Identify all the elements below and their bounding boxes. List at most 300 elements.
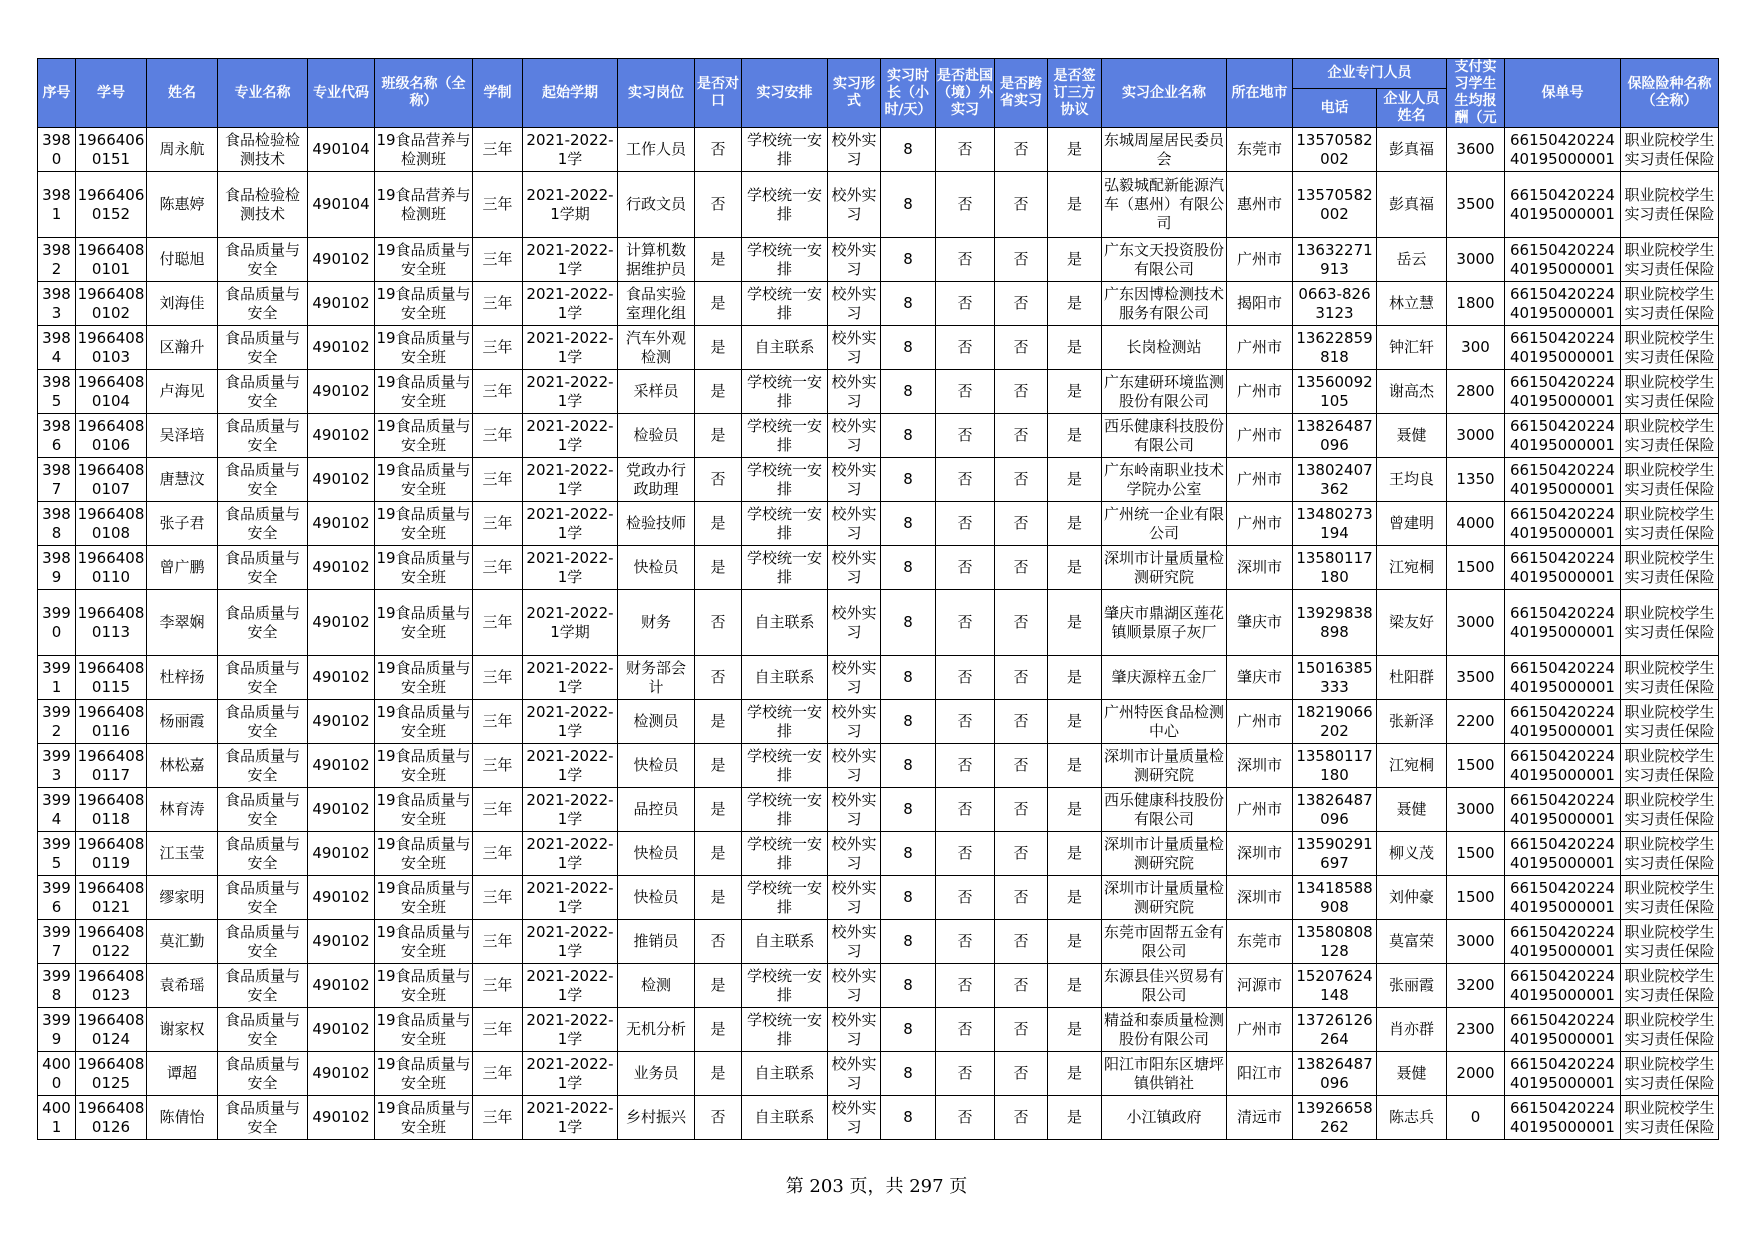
- cell-text: 彭真福: [1388, 195, 1434, 213]
- cell-form: [828, 326, 881, 370]
- cell-text: 快检员: [633, 844, 679, 862]
- cell-matched: [695, 590, 742, 656]
- cell-text: 是: [710, 976, 726, 994]
- cell-duration: [473, 920, 523, 964]
- cell-city: [1227, 700, 1293, 744]
- cell-text: 66150420224 40195000001: [1510, 1010, 1615, 1048]
- cell-text: 2800: [1456, 382, 1495, 400]
- cell-text: 490102: [312, 668, 370, 686]
- cell-text: 490102: [312, 470, 370, 488]
- cell-insurance: [1621, 502, 1719, 546]
- cell-start-term: [523, 326, 618, 370]
- cell-seq: [38, 788, 76, 832]
- cell-position: [618, 172, 695, 238]
- cell-phone: [1293, 876, 1377, 920]
- cell-start-term: [523, 1008, 618, 1052]
- cell-company: [1102, 788, 1227, 832]
- cell-company: [1102, 172, 1227, 238]
- header-name: 姓名: [147, 59, 218, 128]
- cell-policy-no: [1505, 964, 1621, 1008]
- cell-text: 2021-2022-1学: [526, 790, 614, 828]
- cell-text: 1500: [1456, 756, 1495, 774]
- cell-major-code: [308, 458, 375, 502]
- cell-matched: [695, 458, 742, 502]
- cell-text: 三年: [482, 932, 513, 950]
- cell-abroad: [936, 1052, 995, 1096]
- cell-text: 深圳市: [1236, 844, 1282, 862]
- cell-text: 3500: [1456, 195, 1495, 213]
- cell-company: [1102, 744, 1227, 788]
- cell-contact-name: [1377, 172, 1447, 238]
- cell-text: 否: [1013, 514, 1029, 532]
- table-row: [38, 744, 1719, 788]
- cell-duration: [473, 700, 523, 744]
- cell-text: 19食品质量与安全班: [376, 922, 471, 960]
- cell-tripartite: [1048, 458, 1102, 502]
- cell-abroad: [936, 502, 995, 546]
- cell-abroad: [936, 700, 995, 744]
- cell-text: 西乐健康科技股份有限公司: [1103, 790, 1224, 828]
- cell-text: 财务: [640, 613, 671, 631]
- cell-text: 食品质量与安全: [224, 1098, 300, 1136]
- cell-student-id: [76, 1096, 147, 1140]
- cell-position: [618, 370, 695, 414]
- cell-student-id: [76, 128, 147, 172]
- cell-text: 1350: [1456, 470, 1495, 488]
- cell-student-id: [76, 1008, 147, 1052]
- cell-major-code: [308, 832, 375, 876]
- cell-class-name: [375, 282, 473, 326]
- cell-text: 1966406 0152: [77, 185, 145, 223]
- cell-text: 3000: [1456, 800, 1495, 818]
- cell-text: 校外实习: [831, 130, 877, 168]
- cell-text: 付聪旭: [159, 250, 205, 268]
- header-start-term: 起始学期: [523, 59, 618, 128]
- cell-text: 检验员: [633, 426, 679, 444]
- cell-text: 张子君: [159, 514, 205, 532]
- cell-position: [618, 920, 695, 964]
- cell-hours: [881, 700, 936, 744]
- table-row: [38, 172, 1719, 238]
- cell-matched: [695, 172, 742, 238]
- cell-city: [1227, 458, 1293, 502]
- cell-pay: [1447, 832, 1505, 876]
- cell-tripartite: [1048, 370, 1102, 414]
- cell-text: 财务部会计: [625, 658, 686, 696]
- cell-phone: [1293, 282, 1377, 326]
- cell-text: 校外实习: [831, 878, 877, 916]
- cell-text: 8: [903, 294, 913, 312]
- cell-text: 食品质量与安全: [224, 460, 300, 498]
- cell-seq: [38, 238, 76, 282]
- cell-text: 否: [957, 1020, 973, 1038]
- cell-text: 是: [710, 1064, 726, 1082]
- cell-text: 东城周屋居民委员会: [1103, 130, 1224, 168]
- cell-form: [828, 546, 881, 590]
- cell-contact-name: [1377, 744, 1447, 788]
- cell-start-term: [523, 238, 618, 282]
- cell-text: 三年: [482, 613, 513, 631]
- cell-text: 2021-2022-1学: [526, 284, 614, 322]
- cell-text: 陈志兵: [1388, 1108, 1434, 1126]
- cell-phone: [1293, 920, 1377, 964]
- cell-major-code: [308, 964, 375, 1008]
- header-matched: 是否对口: [695, 59, 742, 128]
- cell-abroad: [936, 238, 995, 282]
- cell-text: 3997: [42, 922, 71, 960]
- cell-student-id: [76, 832, 147, 876]
- cell-text: 食品质量与安全: [224, 372, 300, 410]
- cell-matched: [695, 876, 742, 920]
- cell-text: 三年: [482, 470, 513, 488]
- cell-name: [147, 282, 218, 326]
- cell-contact-name: [1377, 876, 1447, 920]
- cell-phone: [1293, 744, 1377, 788]
- cell-text: 8: [903, 932, 913, 950]
- cell-text: 职业院校学生实习责任保险: [1624, 878, 1715, 916]
- cell-text: 肇庆市: [1236, 613, 1282, 631]
- cell-policy-no: [1505, 326, 1621, 370]
- cell-text: 490104: [312, 140, 370, 158]
- cell-text: 学校统一安排: [746, 240, 822, 278]
- cell-text: 谢高杰: [1388, 382, 1434, 400]
- cell-matched: [695, 744, 742, 788]
- cell-text: 广东岭南职业技术学院办公室: [1103, 460, 1224, 498]
- cell-student-id: [76, 172, 147, 238]
- cell-matched: [695, 1052, 742, 1096]
- cell-text: 3980: [42, 130, 71, 168]
- cell-text: 2021-2022-1学: [526, 504, 614, 542]
- cell-pay: [1447, 414, 1505, 458]
- cell-text: 广州市: [1236, 426, 1282, 444]
- cell-text: 否: [957, 470, 973, 488]
- cell-text: 66150420224 40195000001: [1510, 603, 1615, 641]
- header-pay: 支付实习学生生均报酬（元: [1447, 59, 1505, 128]
- cell-start-term: [523, 876, 618, 920]
- cell-name: [147, 370, 218, 414]
- cell-text: 否: [957, 613, 973, 631]
- cell-text: 自主联系: [754, 613, 815, 631]
- cell-hours: [881, 502, 936, 546]
- table-row: [38, 282, 1719, 326]
- cell-text: 三年: [482, 338, 513, 356]
- cell-start-term: [523, 546, 618, 590]
- cell-company: [1102, 590, 1227, 656]
- cell-pay: [1447, 546, 1505, 590]
- cell-cross-province: [995, 326, 1048, 370]
- cell-text: 13926658 262: [1296, 1098, 1373, 1136]
- cell-major-code: [308, 414, 375, 458]
- cell-duration: [473, 788, 523, 832]
- cell-city: [1227, 546, 1293, 590]
- cell-text: 13560092 105: [1296, 372, 1373, 410]
- cell-text: 三年: [482, 382, 513, 400]
- cell-text: 490102: [312, 844, 370, 862]
- cell-text: 19食品质量与安全班: [376, 702, 471, 740]
- cell-city: [1227, 172, 1293, 238]
- cell-hours: [881, 458, 936, 502]
- cell-class-name: [375, 656, 473, 700]
- cell-pay: [1447, 458, 1505, 502]
- cell-policy-no: [1505, 832, 1621, 876]
- cell-text: 职业院校学生实习责任保险: [1624, 372, 1715, 410]
- cell-text: 13570582 002: [1296, 185, 1373, 223]
- cell-start-term: [523, 700, 618, 744]
- cell-major: [218, 1052, 308, 1096]
- cell-text: 否: [957, 514, 973, 532]
- cell-text: 三年: [482, 195, 513, 213]
- cell-text: 工作人员: [625, 140, 686, 158]
- cell-text: 江宛桐: [1388, 756, 1434, 774]
- cell-text: 区瀚升: [159, 338, 205, 356]
- cell-start-term: [523, 744, 618, 788]
- cell-insurance: [1621, 1096, 1719, 1140]
- cell-text: 校外实习: [831, 1098, 877, 1136]
- cell-hours: [881, 590, 936, 656]
- cell-position: [618, 458, 695, 502]
- cell-text: 66150420224 40195000001: [1510, 966, 1615, 1004]
- cell-major-code: [308, 370, 375, 414]
- cell-tripartite: [1048, 590, 1102, 656]
- cell-text: 4000: [1456, 514, 1495, 532]
- cell-text: 2021-2022-1学: [526, 130, 614, 168]
- cell-cross-province: [995, 414, 1048, 458]
- cell-hours: [881, 282, 936, 326]
- cell-policy-no: [1505, 656, 1621, 700]
- cell-text: 3993: [42, 746, 71, 784]
- cell-phone: [1293, 172, 1377, 238]
- cell-duration: [473, 546, 523, 590]
- cell-text: 3200: [1456, 976, 1495, 994]
- cell-text: 职业院校学生实习责任保险: [1624, 834, 1715, 872]
- cell-text: 精益和泰质量检测股份有限公司: [1103, 1010, 1224, 1048]
- cell-text: 3500: [1456, 668, 1495, 686]
- cell-text: 校外实习: [831, 658, 877, 696]
- cell-text: 66150420224 40195000001: [1510, 372, 1615, 410]
- cell-arrangement: [742, 656, 828, 700]
- cell-major-code: [308, 744, 375, 788]
- cell-text: 深圳市计量质量检测研究院: [1103, 834, 1224, 872]
- cell-form: [828, 414, 881, 458]
- cell-text: 否: [1013, 382, 1029, 400]
- cell-text: 河源市: [1236, 976, 1282, 994]
- cell-text: 校外实习: [831, 1054, 877, 1092]
- cell-city: [1227, 238, 1293, 282]
- cell-text: 聂健: [1396, 1064, 1427, 1082]
- cell-text: 汽车外观检测: [625, 328, 686, 366]
- cell-major: [218, 370, 308, 414]
- cell-text: 否: [1013, 756, 1029, 774]
- cell-text: 是: [1066, 1020, 1082, 1038]
- cell-abroad: [936, 590, 995, 656]
- cell-text: 8: [903, 514, 913, 532]
- cell-abroad: [936, 832, 995, 876]
- cell-insurance: [1621, 282, 1719, 326]
- cell-contact-name: [1377, 920, 1447, 964]
- cell-text: 东源县佳兴贸易有限公司: [1103, 966, 1224, 1004]
- cell-phone: [1293, 128, 1377, 172]
- cell-phone: [1293, 546, 1377, 590]
- cell-arrangement: [742, 964, 828, 1008]
- cell-form: [828, 788, 881, 832]
- cell-cross-province: [995, 700, 1048, 744]
- cell-form: [828, 502, 881, 546]
- cell-text: 学校统一安排: [746, 834, 822, 872]
- cell-contact-name: [1377, 128, 1447, 172]
- cell-text: 8: [903, 756, 913, 774]
- cell-position: [618, 502, 695, 546]
- cell-text: 钟汇轩: [1388, 338, 1434, 356]
- header-arrangement: 实习安排: [742, 59, 828, 128]
- cell-arrangement: [742, 172, 828, 238]
- cell-text: 2021-2022-1学: [526, 328, 614, 366]
- cell-duration: [473, 1008, 523, 1052]
- cell-text: 食品质量与安全: [224, 284, 300, 322]
- cell-text: 8: [903, 338, 913, 356]
- cell-text: 66150420224 40195000001: [1510, 548, 1615, 586]
- cell-text: 490102: [312, 1020, 370, 1038]
- cell-text: 否: [1013, 668, 1029, 686]
- cell-text: 是: [1066, 382, 1082, 400]
- header-class-name: 班级名称（全称）: [375, 59, 473, 128]
- cell-start-term: [523, 1052, 618, 1096]
- cell-text: 否: [710, 140, 726, 158]
- cell-text: 3989: [42, 548, 71, 586]
- cell-text: 小江镇政府: [1126, 1108, 1202, 1126]
- cell-text: 莫汇勤: [159, 932, 205, 950]
- cell-text: 否: [957, 844, 973, 862]
- cell-major: [218, 128, 308, 172]
- cell-text: 职业院校学生实习责任保险: [1624, 328, 1715, 366]
- cell-company: [1102, 458, 1227, 502]
- cell-duration: [473, 282, 523, 326]
- cell-seq: [38, 458, 76, 502]
- cell-text: 否: [710, 1108, 726, 1126]
- cell-text: 66150420224 40195000001: [1510, 460, 1615, 498]
- cell-text: 食品质量与安全: [224, 603, 300, 641]
- cell-text: 2021-2022-1学: [526, 922, 614, 960]
- cell-arrangement: [742, 458, 828, 502]
- cell-text: 否: [957, 195, 973, 213]
- cell-abroad: [936, 744, 995, 788]
- cell-matched: [695, 920, 742, 964]
- cell-phone: [1293, 238, 1377, 282]
- cell-text: 王均良: [1388, 470, 1434, 488]
- cell-student-id: [76, 502, 147, 546]
- cell-text: 19食品营养与检测班: [376, 185, 471, 223]
- cell-hours: [881, 370, 936, 414]
- table-row: [38, 370, 1719, 414]
- cell-text: 19食品质量与安全班: [376, 658, 471, 696]
- cell-matched: [695, 832, 742, 876]
- cell-insurance: [1621, 370, 1719, 414]
- cell-text: 弘毅城配新能源汽车（惠州）有限公司: [1103, 176, 1224, 232]
- cell-position: [618, 788, 695, 832]
- cell-form: [828, 656, 881, 700]
- cell-arrangement: [742, 920, 828, 964]
- cell-tripartite: [1048, 700, 1102, 744]
- cell-text: 校外实习: [831, 240, 877, 278]
- cell-text: 职业院校学生实习责任保险: [1624, 504, 1715, 542]
- cell-company: [1102, 502, 1227, 546]
- cell-major: [218, 590, 308, 656]
- cell-policy-no: [1505, 414, 1621, 458]
- cell-policy-no: [1505, 458, 1621, 502]
- cell-text: 否: [1013, 613, 1029, 631]
- cell-text: 广州市: [1236, 250, 1282, 268]
- cell-text: 3991: [42, 658, 71, 696]
- cell-pay: [1447, 744, 1505, 788]
- cell-start-term: [523, 1096, 618, 1140]
- cell-text: 否: [1013, 712, 1029, 730]
- cell-pay: [1447, 502, 1505, 546]
- cell-matched: [695, 326, 742, 370]
- cell-contact-name: [1377, 1096, 1447, 1140]
- cell-start-term: [523, 832, 618, 876]
- header-city: 所在地市: [1227, 59, 1293, 128]
- cell-student-id: [76, 788, 147, 832]
- cell-text: 江宛桐: [1388, 558, 1434, 576]
- cell-text: 13622859 818: [1296, 328, 1373, 366]
- cell-text: 1966408 0110: [77, 548, 145, 586]
- cell-text: 食品质量与安全: [224, 878, 300, 916]
- cell-text: 广州市: [1236, 1020, 1282, 1038]
- cell-text: 广州市: [1236, 382, 1282, 400]
- cell-company: [1102, 1008, 1227, 1052]
- cell-policy-no: [1505, 1052, 1621, 1096]
- cell-policy-no: [1505, 590, 1621, 656]
- cell-text: 8: [903, 668, 913, 686]
- cell-text: 3996: [42, 878, 71, 916]
- cell-text: 1966408 0116: [77, 702, 145, 740]
- cell-text: 西乐健康科技股份有限公司: [1103, 416, 1224, 454]
- cell-cross-province: [995, 590, 1048, 656]
- cell-position: [618, 546, 695, 590]
- cell-form: [828, 458, 881, 502]
- cell-arrangement: [742, 744, 828, 788]
- cell-text: 否: [957, 250, 973, 268]
- cell-form: [828, 590, 881, 656]
- cell-matched: [695, 282, 742, 326]
- cell-text: 学校统一安排: [746, 504, 822, 542]
- cell-policy-no: [1505, 282, 1621, 326]
- cell-policy-no: [1505, 788, 1621, 832]
- cell-abroad: [936, 128, 995, 172]
- cell-matched: [695, 128, 742, 172]
- cell-tripartite: [1048, 128, 1102, 172]
- cell-abroad: [936, 414, 995, 458]
- cell-abroad: [936, 1096, 995, 1140]
- cell-text: 2021-2022-1学期: [526, 185, 614, 223]
- cell-abroad: [936, 788, 995, 832]
- cell-pay: [1447, 590, 1505, 656]
- cell-text: 1966408 0117: [77, 746, 145, 784]
- cell-text: 学校统一安排: [746, 185, 822, 223]
- cell-name: [147, 876, 218, 920]
- cell-major-code: [308, 282, 375, 326]
- cell-policy-no: [1505, 238, 1621, 282]
- cell-text: 阳江市阳东区塘坪镇供销社: [1103, 1054, 1224, 1092]
- cell-matched: [695, 788, 742, 832]
- cell-seq: [38, 546, 76, 590]
- cell-text: 3988: [42, 504, 71, 542]
- cell-text: 食品质量与安全: [224, 1010, 300, 1048]
- cell-text: 1966408 0103: [77, 328, 145, 366]
- cell-policy-no: [1505, 1008, 1621, 1052]
- cell-insurance: [1621, 414, 1719, 458]
- cell-text: 1966408 0124: [77, 1010, 145, 1048]
- cell-city: [1227, 1052, 1293, 1096]
